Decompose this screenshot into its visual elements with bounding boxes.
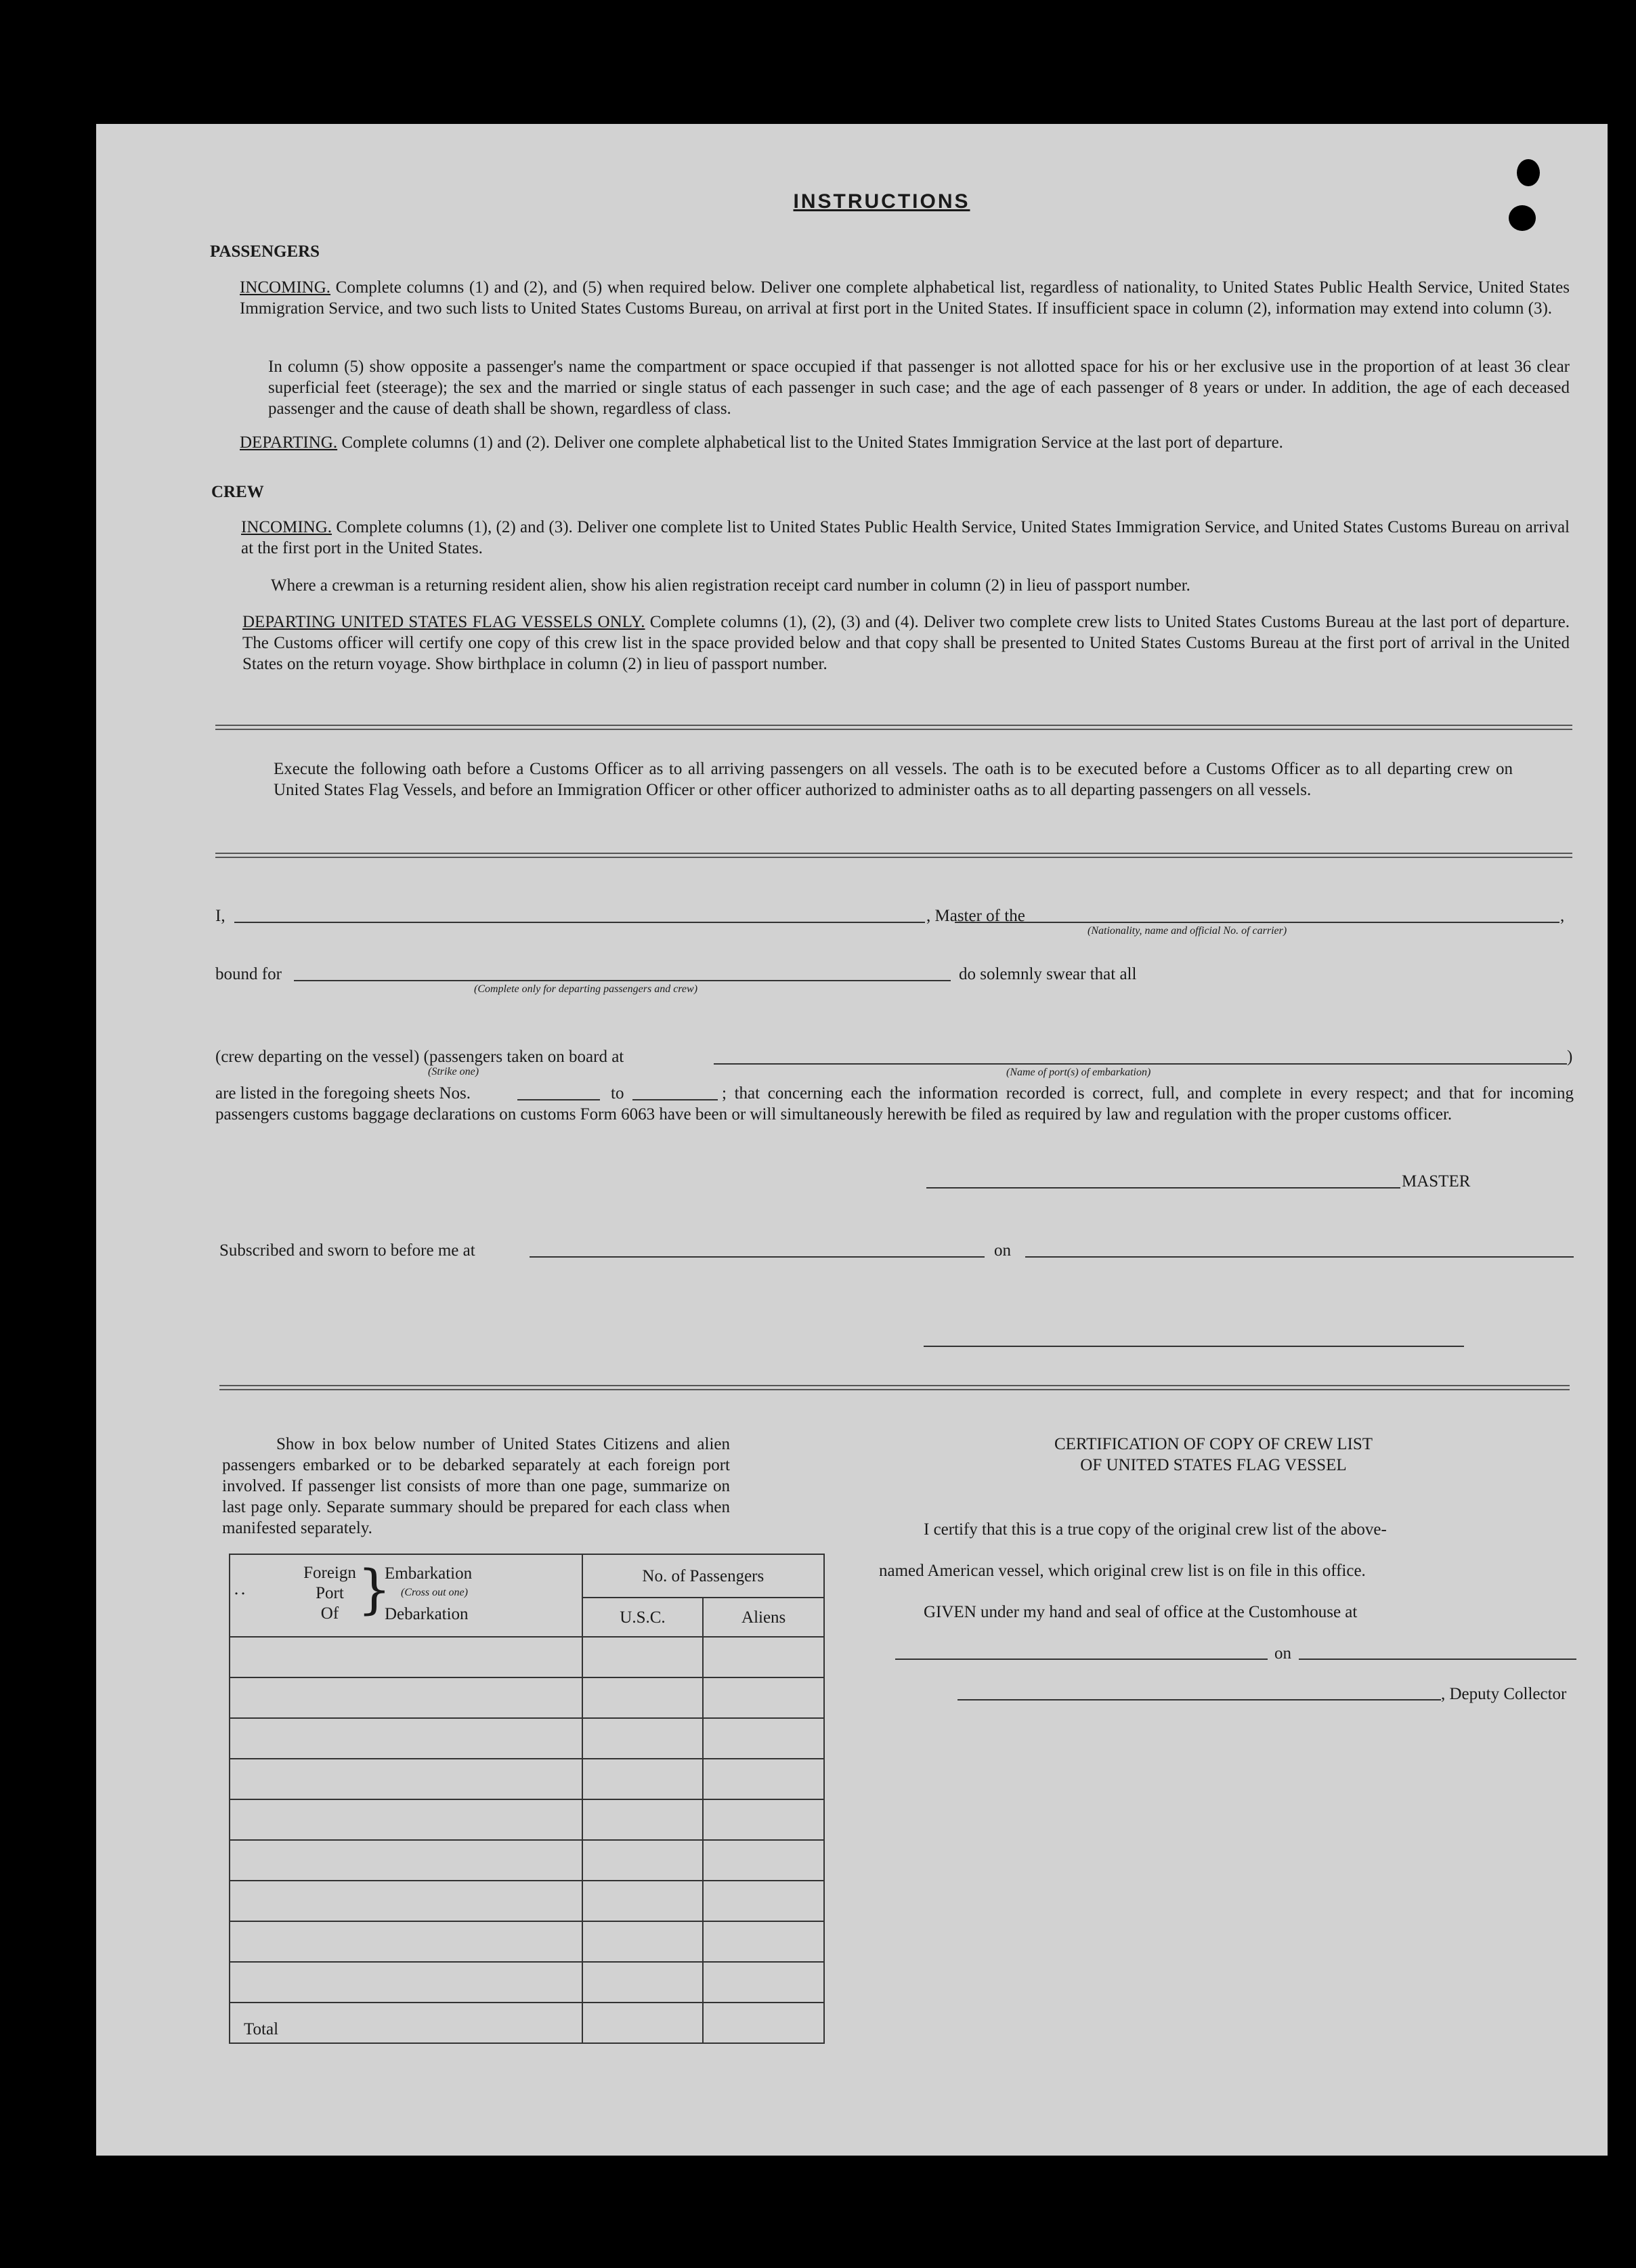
crew-departing-paragraph bbox=[242, 612, 1570, 675]
deputy-collector-label: , Deputy Collector bbox=[1441, 1685, 1567, 1703]
swear-label: do solemnly swear that all bbox=[959, 965, 1137, 983]
no-of-passengers-header: No. of Passengers bbox=[582, 1554, 824, 1598]
cert-date-field[interactable] bbox=[1299, 1659, 1576, 1660]
table-row bbox=[230, 1799, 824, 1840]
table-row bbox=[230, 1881, 824, 1921]
carrier-hint: (Nationality, name and official No. of carrier) bbox=[1088, 925, 1287, 937]
table-row bbox=[230, 1840, 824, 1881]
officer-signature-field[interactable] bbox=[924, 1346, 1464, 1347]
divider-2 bbox=[215, 853, 1572, 858]
summary-instructions: Show in box below number of United States Citizens and alien passengers embarked or to be debarked separately at each foreign port involved. If passenger list consists of more than one page, summarize on last page only. Separate summary should be prepared for each class when manifested separately. bbox=[222, 1435, 730, 1537]
crew-departing-label: (crew departing on the vessel) (passengers taken on board at bbox=[215, 1048, 624, 1066]
crew-resident-paragraph: Where a crewman is a returning resident alien, show his alien registration receipt card number in column (2) in lieu of passport number. bbox=[271, 576, 1190, 595]
listed-text: ; that concerning each the information recorded is correct, full, and complete in every respect; and that for incoming passengers customs baggage declarations on customs Form 6063 have been or will simultaneously herewith be filed as required by law and regulation with the proper customs officer. bbox=[215, 1084, 1574, 1124]
to-label: to bbox=[611, 1084, 624, 1103]
crew-departing-label: DEPARTING UNITED STATES FLAG VESSELS ONLY. bbox=[242, 613, 645, 631]
table-row bbox=[230, 1677, 824, 1718]
ink-blot bbox=[1509, 205, 1536, 231]
crew-incoming-label: INCOMING. bbox=[241, 518, 332, 536]
oath-intro: Execute the following oath before a Customs Officer as to all arriving passengers on all vessels. The oath is to be executed before a Customs Officer as to all departing crew on United States Flag Vessels, and before an Immigration Officer or other officer authorized to administer oaths as to all departing passengers on all vessels. bbox=[274, 760, 1513, 799]
table-row bbox=[230, 1921, 824, 1962]
strike-one-hint: (Strike one) bbox=[428, 1066, 479, 1077]
port-header-cell bbox=[230, 1554, 582, 1637]
table-row bbox=[230, 1637, 824, 1677]
table-row bbox=[230, 1962, 824, 2003]
carrier-field[interactable] bbox=[955, 922, 1559, 923]
master-signature-label: MASTER bbox=[1402, 1172, 1471, 1191]
deputy-collector-signature-field[interactable] bbox=[957, 1699, 1441, 1700]
ports-hint: (Name of port(s) of embarkation) bbox=[1006, 1067, 1151, 1078]
ink-blot bbox=[1517, 159, 1540, 186]
certification-title-line-2: OF UNITED STATES FLAG VESSEL bbox=[1080, 1456, 1347, 1474]
passengers-incoming-text: Complete columns (1) and (2), and (5) when required below. Deliver one complete alphabetical list, regardless of nationality, to United States Public Health Service, United States Immigration Service, and two such lists to United States Customs Bureau, on arrival at first port in the United States. If insufficient space in column (2), information may extend into column (3). bbox=[240, 278, 1570, 318]
crew-departing-text: Complete columns (1), (2), (3) and (4). Deliver two complete crew lists to United States Customs Bureau at the last port of departure. The Customs officer will certify one copy of this crew list in the space provided below and that copy shall be presented to United States Customs Bureau at the first port of arrival in the United States on the return voyage. Show birthplace in column (2) in lieu of passport number. bbox=[242, 613, 1570, 673]
aliens-header: Aliens bbox=[703, 1598, 824, 1637]
instructions-heading: INSTRUCTIONS bbox=[793, 190, 970, 213]
passenger-summary-table bbox=[229, 1554, 825, 2044]
embarkation-header: Embarkation bbox=[385, 1564, 473, 1583]
cert-line-3: GIVEN under my hand and seal of office at the Customhouse at bbox=[924, 1603, 1358, 1621]
table-row bbox=[230, 1718, 824, 1759]
subscribed-on-label: on bbox=[994, 1241, 1011, 1260]
bound-for-label: bound for bbox=[215, 965, 282, 983]
crew-title: CREW bbox=[211, 483, 264, 501]
carrier-comma: , bbox=[1560, 907, 1565, 925]
divider-3 bbox=[219, 1385, 1570, 1390]
table-row bbox=[230, 1759, 824, 1799]
passengers-incoming-paragraph bbox=[240, 277, 1570, 319]
ports-of-embarkation-field[interactable] bbox=[714, 1063, 1567, 1065]
certification-title bbox=[936, 1434, 1491, 1476]
listed-prefix: are listed in the foregoing sheets Nos. bbox=[215, 1084, 471, 1103]
form-page bbox=[96, 124, 1608, 2156]
subscribed-place-field[interactable] bbox=[530, 1256, 985, 1258]
passengers-departing-paragraph bbox=[240, 432, 1570, 453]
passengers-departing-label: DEPARTING. bbox=[240, 433, 338, 452]
customhouse-field[interactable] bbox=[895, 1659, 1268, 1660]
master-of-label: , Master of the bbox=[926, 907, 1025, 925]
cert-on-label: on bbox=[1274, 1644, 1291, 1663]
passengers-departing-text: Complete columns (1) and (2). Deliver one complete alphabetical list to the United States Immigration Service at the last port of departure. bbox=[341, 433, 1283, 452]
close-paren: ) bbox=[1567, 1048, 1573, 1066]
cert-line-2: named American vessel, which original crew list is on file in this office. bbox=[879, 1562, 1366, 1580]
ditto-mark: ˙˙ bbox=[233, 1588, 246, 1610]
crew-incoming-text: Complete columns (1), (2) and (3). Deliver one complete list to United States Public Health Service, United States Immigration Service, and United States Customs Bureau on arrival at the first port in the United States. bbox=[241, 518, 1570, 557]
oath-i-label: I, bbox=[215, 907, 225, 925]
passengers-incoming-label: INCOMING. bbox=[240, 278, 331, 297]
passengers-title: PASSENGERS bbox=[210, 242, 320, 261]
crew-incoming-paragraph bbox=[241, 517, 1570, 559]
usc-header: U.S.C. bbox=[582, 1598, 704, 1637]
port-header: Foreign Port Of bbox=[303, 1564, 356, 1623]
certification-title-line-1: CERTIFICATION OF COPY OF CREW LIST bbox=[1054, 1435, 1373, 1453]
table-row-total bbox=[230, 2003, 824, 2043]
divider-1 bbox=[215, 725, 1572, 730]
passengers-column5-paragraph: In column (5) show opposite a passenger's name the compartment or space occupied if that passenger is not allotted space for his or her exclusive use in the proportion of at least 36 clear superficial feet (steerage); the sex and the married or single status of each passenger in such case; and the age of each passenger of 8 years or under. In addition, the age of each deceased passenger and the cause of death shall be shown, regardless of class. bbox=[268, 358, 1570, 418]
total-label: Total bbox=[230, 2003, 582, 2043]
cert-line-1: I certify that this is a true copy of the original crew list of the above- bbox=[924, 1520, 1387, 1539]
bound-for-hint: (Complete only for departing passengers and crew) bbox=[474, 983, 698, 995]
debarkation-header: Debarkation bbox=[385, 1605, 469, 1623]
master-signature-field[interactable] bbox=[926, 1187, 1400, 1189]
cross-out-hint: (Cross out one) bbox=[401, 1587, 468, 1598]
subscribed-label: Subscribed and sworn to before me at bbox=[219, 1241, 475, 1260]
bound-for-field[interactable] bbox=[294, 980, 951, 981]
brace-glyph: } bbox=[358, 1560, 391, 1621]
subscribed-date-field[interactable] bbox=[1025, 1256, 1574, 1258]
master-name-field[interactable] bbox=[234, 922, 925, 923]
